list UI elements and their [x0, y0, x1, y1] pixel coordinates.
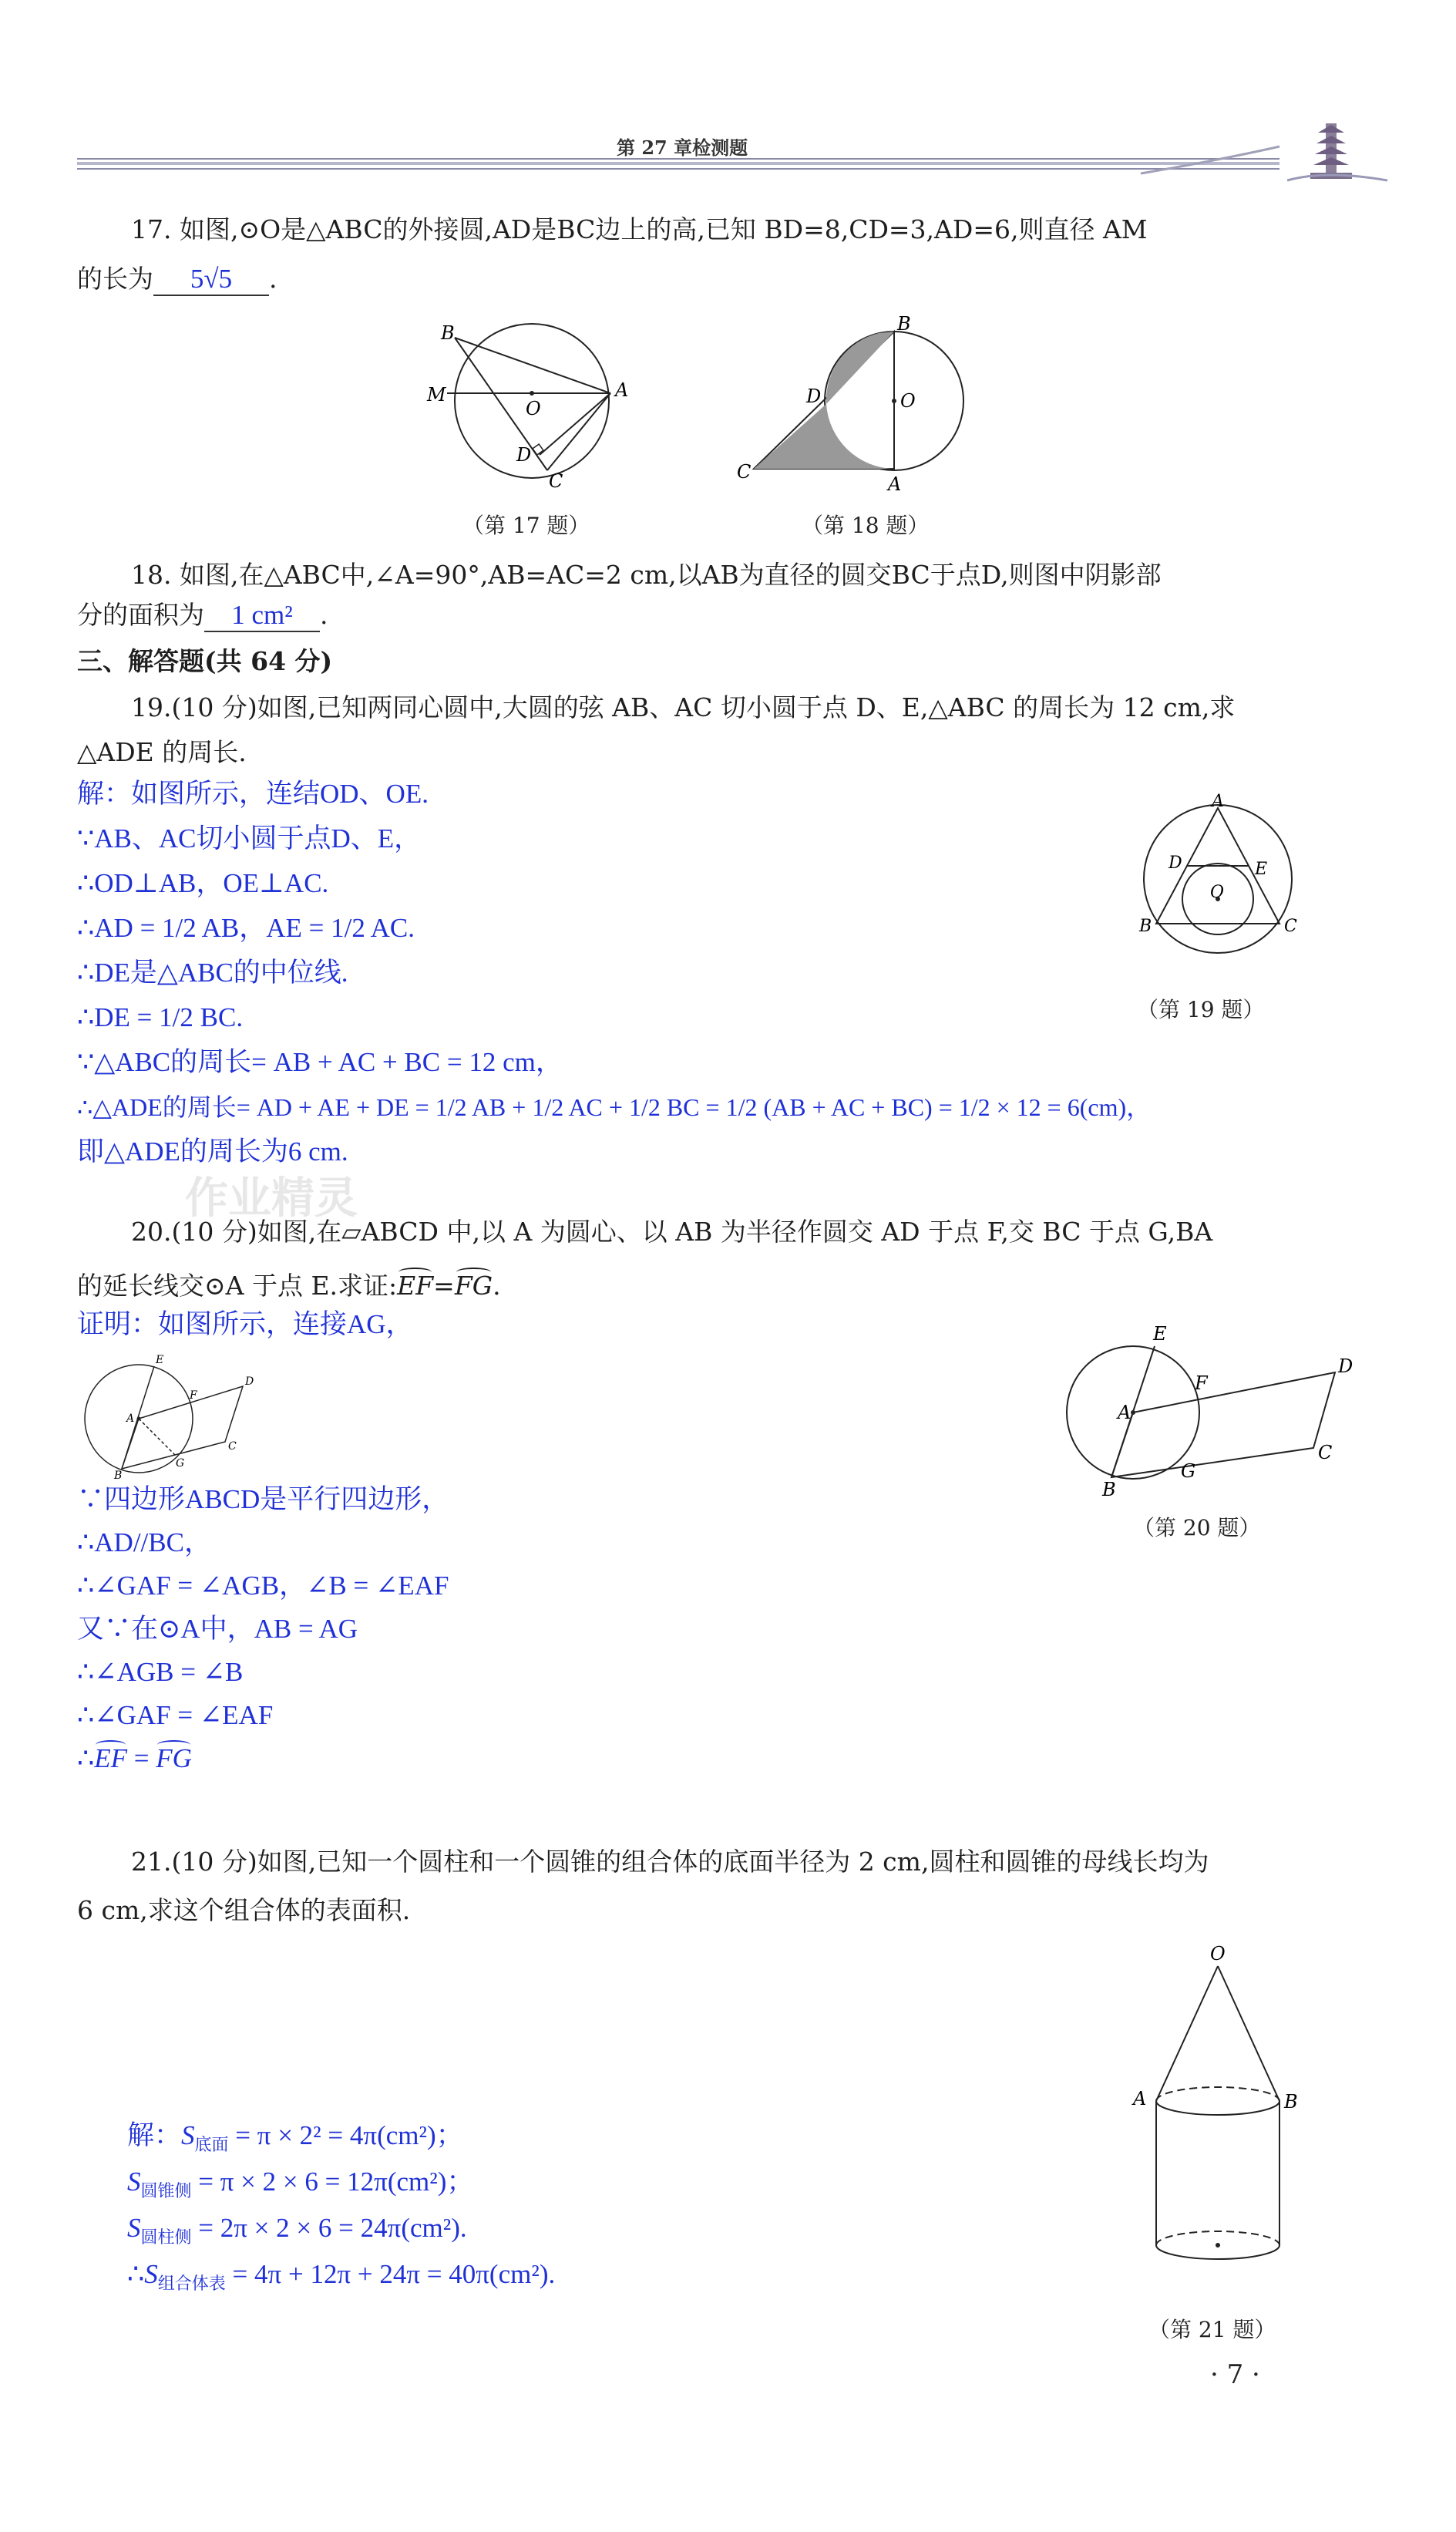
q19-sol-line: ∴DE是△ABC的中位线. [77, 958, 348, 988]
label-A: A [1133, 2088, 1147, 2109]
header-title: 第 27 章检测题 [617, 136, 748, 159]
label-A: A [126, 1412, 135, 1425]
q19-sol-line: 解：如图所示，连结OD、OE. [77, 779, 429, 809]
q19-line2: △ADE 的周长. [77, 737, 247, 767]
figure-q21 [1110, 1943, 1310, 2298]
label-C: C [737, 461, 752, 483]
label-D: D [1338, 1355, 1353, 1377]
caption-q18: （第 18 题） [802, 513, 930, 538]
pagoda-icon [1287, 123, 1387, 180]
page-number: · 7 · [1210, 2359, 1260, 2390]
q20-line1: 20.(10 分)如图,在▱ABCD 中,以 A 为圆心、以 AB 为半径作圆交 AD 于点 F,交 BC 于点 G,BA [131, 1217, 1213, 1247]
q21-sol-line: 解：$S_{底面} = \pi \times 2^2 = 4\pi(cm^2)$； [127, 2120, 463, 2154]
q21-sol-line: $S_{圆柱侧} = 2\pi \times 2 \times 6 = 24\pi(cm^2)$. [127, 2213, 467, 2247]
label-F: F [1195, 1372, 1208, 1394]
figure-q20 [1048, 1311, 1357, 1503]
q20-proof-line: ∵四边形ABCD是平行四边形， [77, 1484, 449, 1514]
label-M: M [427, 384, 446, 406]
q17-line1: 17. 如图,⊙O是△ABC的外接圆,AD是BC边上的高,已知 BD=8,CD=3,AD=6,则直径 AM [131, 214, 1148, 244]
q20-proof-line: 又∵在⊙A中，AB = AG [77, 1614, 358, 1644]
q21-line1: 21.(10 分)如图,已知一个圆柱和一个圆锥的组合体的底面半径为 2 cm,圆柱和圆锥的母线长均为 [131, 1847, 1209, 1877]
label-B: B [1102, 1479, 1116, 1500]
q17-answer: 5√5 [153, 264, 269, 296]
q20-proof-line: ∴∠GAF = ∠EAF [77, 1700, 274, 1730]
caption-q20: （第 20 题） [1133, 1515, 1261, 1540]
label-O: O [1210, 1943, 1226, 1965]
label-B: B [1139, 917, 1152, 936]
label-D: D [516, 444, 532, 466]
label-B: B [897, 313, 911, 335]
figure-q19 [1133, 794, 1303, 964]
arc-EF: EF [397, 1271, 434, 1301]
label-O: O [900, 390, 916, 412]
label-O: O [526, 398, 541, 419]
q19-sol-line: ∴DE = 1/2 BC. [77, 1002, 244, 1032]
q19-sol-line: 即△ADE的周长为6 cm. [77, 1136, 348, 1167]
label-C: C [549, 470, 563, 492]
label-D: D [245, 1375, 254, 1388]
q19-sol-line: ∴AD = 1/2 AB，AE = 1/2 AC. [77, 913, 415, 943]
figure-q20-small [77, 1349, 262, 1480]
label-B: B [441, 322, 455, 344]
q18-answer: 1 cm² [204, 600, 320, 632]
q19-sol-line: ∴OD⊥AB，OE⊥AC. [77, 868, 329, 898]
q18-line2: 分的面积为 1 cm² . [77, 600, 328, 632]
label-F: F [190, 1389, 197, 1402]
q21-line2: 6 cm,求这个组合体的表面积. [77, 1895, 411, 1925]
page-header [77, 116, 1403, 185]
q19-line1: 19.(10 分)如图,已知两同心圆中,大圆的弦 AB、AC 切小圆于点 D、E,△ABC 的周长为 12 cm,求 [131, 692, 1236, 722]
label-O: O [1210, 883, 1225, 902]
q20-proof [77, 1484, 1002, 1786]
label-C: C [228, 1440, 237, 1453]
label-G: G [176, 1457, 185, 1470]
header-decoration [77, 116, 1403, 185]
q20-proof-line: ∴EF = FG [77, 1743, 192, 1773]
q18-line1: 18. 如图,在△ABC中,∠A=90°,AB=AC=2 cm,以AB为直径的圆交BC于点D,则图中阴影部 [131, 560, 1162, 590]
label-A: A [615, 379, 629, 401]
label-D: D [1168, 854, 1182, 873]
q17-text [131, 214, 1310, 245]
figure-q18 [732, 308, 963, 493]
label-C: C [1284, 917, 1297, 936]
label-B: B [114, 1470, 123, 1482]
label-A: A [888, 473, 902, 495]
q21-solution [127, 2120, 1052, 2305]
watermark: 作业精灵 [185, 1173, 358, 1224]
caption-q19: （第 19 题） [1137, 997, 1265, 1022]
caption-q21: （第 21 题） [1148, 2317, 1276, 2342]
label-E: E [1153, 1323, 1167, 1345]
caption-q17: （第 17 题） [462, 513, 590, 538]
label-E: E [156, 1354, 164, 1366]
label-E: E [1255, 860, 1268, 879]
q17-line2: 的长为 5√5 . [77, 264, 277, 296]
q20-line2: 的延长线交⊙A 于点 E.求证:EF=FG. [77, 1271, 501, 1301]
label-C: C [1318, 1442, 1333, 1463]
label-D: D [806, 386, 822, 407]
label-G: G [1181, 1460, 1196, 1482]
figure-q17 [427, 316, 632, 493]
q20-proof-line: ∴∠AGB = ∠B [77, 1657, 244, 1687]
q21-sol-line: $\therefore S_{组合体表} = 4\pi + 12\pi + 24\pi = 40\pi(cm^2)$. [127, 2259, 556, 2293]
section3-title: 三、解答题(共 64 分) [77, 646, 333, 676]
arc-FG: FG [454, 1271, 493, 1301]
label-B: B [1284, 2091, 1298, 2113]
q19-sol-line: ∴△ADE的周长= AD + AE + DE = 1/2 AB + 1/2 AC + 1/2 BC = 1/2 (AB + AC + BC) = 1/2 × 12 = 6(cm)， [77, 1093, 1152, 1121]
q19-sol-line: ∵△ABC的周长= AB + AC + BC = 12 cm， [77, 1047, 563, 1077]
q21-sol-line: $S_{圆锥侧} = \pi \times 2 \times 6 = 12\pi(cm^2)$； [127, 2167, 474, 2200]
label-A: A [1118, 1402, 1132, 1423]
label-A: A [1212, 792, 1224, 811]
q20-proof-intro: 证明：如图所示，连接AG， [77, 1309, 413, 1339]
q19-sol-line: ∵AB、AC切小圆于点D、E， [77, 823, 422, 854]
q20-proof-line: ∴AD//BC， [77, 1527, 211, 1557]
q20-proof-line: ∴∠GAF = ∠AGB，∠B = ∠EAF [77, 1571, 449, 1601]
